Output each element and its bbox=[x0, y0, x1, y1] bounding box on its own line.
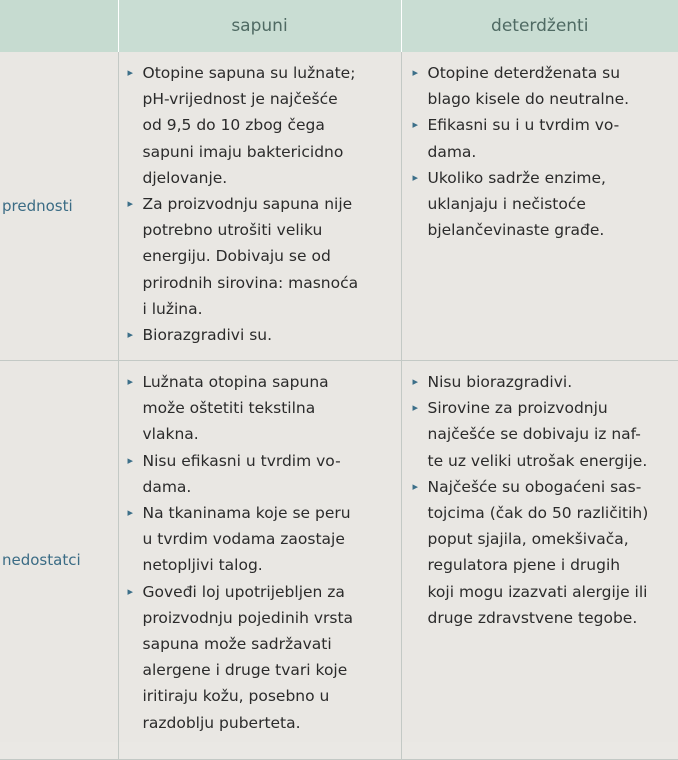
bullet-icon: ▸ bbox=[127, 375, 134, 388]
list-item bbox=[125, 500, 395, 579]
header-sapuni: sapuni bbox=[118, 0, 401, 52]
bullet-icon: ▸ bbox=[412, 375, 419, 388]
bullet-icon: ▸ bbox=[412, 118, 419, 132]
list-item bbox=[125, 60, 395, 191]
list-item-text: Efikasni su i u tvrdim vo- dama. bbox=[427, 116, 620, 161]
list-item-text: Na tkaninama koje se peru u tvrdim vodama zaostaje netopljivi talog. bbox=[142, 504, 351, 575]
cell-nedostatci-sapuni bbox=[118, 361, 401, 760]
cell-prednosti-deterdzenti bbox=[401, 52, 678, 361]
list-item-text: Za proizvodnju sapuna nije potrebno utrošiti veliku energiju. Dobivaju se od prirodnih sirovina: masnoća i lužina. bbox=[142, 195, 359, 318]
list-item-text: Nisu efikasni u tvrdim vo- dama. bbox=[142, 451, 341, 496]
row-label-text: prednosti bbox=[2, 197, 73, 215]
bullet-icon: ▸ bbox=[412, 66, 419, 79]
list-item bbox=[410, 395, 673, 474]
list-item bbox=[410, 369, 673, 395]
table-header-row bbox=[0, 0, 678, 52]
cell-prednosti-sapuni bbox=[118, 52, 401, 361]
list-item bbox=[410, 165, 673, 244]
list-item-text: Sirovine za proizvodnju najčešće se dobivaju iz naf- te uz veliki utrošak energije. bbox=[427, 399, 648, 470]
row-label-text: nedostatci bbox=[2, 551, 81, 569]
bullet-list bbox=[410, 369, 673, 631]
header-deterdzenti: deterdženti bbox=[401, 0, 678, 52]
bullet-icon: ▸ bbox=[412, 401, 419, 415]
bullet-icon: ▸ bbox=[127, 453, 134, 467]
bullet-icon: ▸ bbox=[127, 197, 134, 211]
table-row-prednosti bbox=[0, 52, 678, 361]
list-item bbox=[125, 322, 395, 348]
list-item-text: Ukoliko sadrže enzime, uklanjaju i nečistoće bjelančevinaste građe. bbox=[427, 168, 606, 240]
list-item bbox=[410, 60, 673, 112]
list-item-text: Goveđi loj upotrijebljen za proizvodnju pojedinih vrsta sapuna može sadržavati alergene i druge tvari koje iritiraju kožu, posebno u razdoblju puberteta. bbox=[142, 582, 354, 732]
bullet-list bbox=[410, 60, 673, 243]
bullet-list bbox=[125, 369, 395, 736]
list-item-text: Otopine deterdženata su blago kisele do neutralne. bbox=[427, 64, 630, 109]
row-label-prednosti bbox=[0, 52, 118, 361]
bullet-icon: ▸ bbox=[127, 506, 134, 520]
list-item-text: Lužnata otopina sapuna može oštetiti tekstilna vlakna. bbox=[142, 373, 329, 444]
list-item-text: Nisu biorazgradivi. bbox=[427, 373, 573, 391]
row-label-nedostatci bbox=[0, 361, 118, 760]
bullet-icon: ▸ bbox=[412, 479, 419, 493]
table-row-nedostatci bbox=[0, 361, 678, 760]
list-item bbox=[410, 474, 673, 631]
header-corner bbox=[0, 0, 118, 52]
list-item-text: Biorazgradivi su. bbox=[142, 326, 273, 345]
list-item bbox=[125, 369, 395, 448]
cell-nedostatci-deterdzenti bbox=[401, 361, 678, 760]
list-item bbox=[125, 448, 395, 500]
list-item bbox=[125, 579, 395, 736]
list-item-text: Otopine sapuna su lužnate; pH-vrijednost je najčešće od 9,5 do 10 zbog čega sapuni imaju baktericidno djelovanje. bbox=[142, 64, 356, 187]
list-item bbox=[125, 191, 395, 322]
bullet-list bbox=[125, 60, 395, 348]
list-item-text: Najčešće su obogaćeni sas- tojcima (čak do 50 različitih) poput sjajila, omekšivača, regulatora pjene i drugih koji mogu izazvati alergije ili druge zdravstvene tegobe. bbox=[427, 477, 649, 627]
list-item bbox=[410, 112, 673, 164]
bullet-icon: ▸ bbox=[127, 66, 134, 79]
bullet-icon: ▸ bbox=[412, 170, 419, 184]
bullet-icon: ▸ bbox=[127, 328, 134, 342]
bullet-icon: ▸ bbox=[127, 584, 134, 598]
